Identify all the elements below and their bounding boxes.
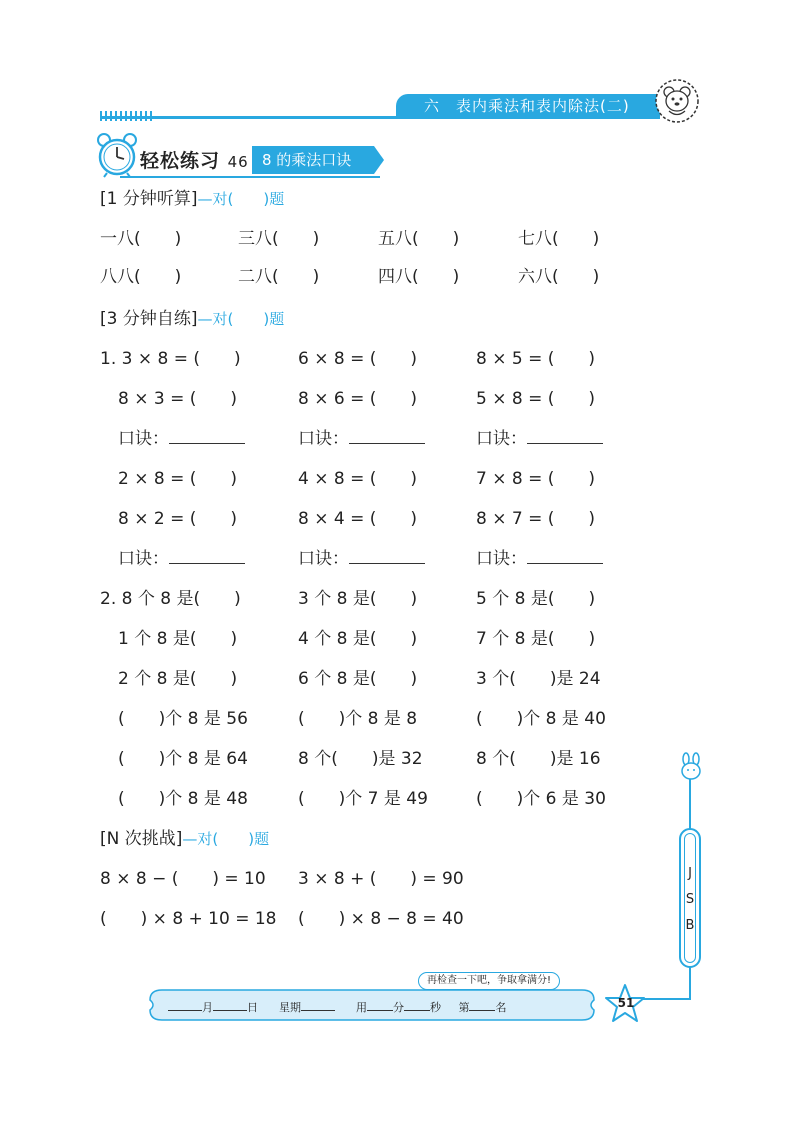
section-challenge-label: [N 次挑战] [100,829,183,849]
month-label: 月 [202,1001,213,1014]
challenge-item: ( ) × 8 − 8 = 40 [298,909,464,929]
weekday-blank[interactable] [301,1001,335,1011]
q2-item: 3 个( )是 24 [476,669,601,689]
listen-item: 四八( ) [378,267,460,287]
listen-item: 六八( ) [518,267,600,287]
footer-record [168,999,506,1015]
q1-item: 8 × 5 = ( ) [476,349,595,369]
page-number: 51 [617,996,635,1010]
exercise-title-text: 轻松练习 [140,150,221,172]
minute-blank[interactable] [367,1001,393,1011]
rank-blank[interactable] [469,1001,495,1011]
q1-item: 1. 3 × 8 = ( ) [100,349,241,369]
koujue-label: 口诀： [118,429,169,449]
q1-item: 7 × 8 = ( ) [476,469,595,489]
q2-item: 8 个( )是 16 [476,749,601,769]
q2-item: ( )个 6 是 30 [476,789,606,809]
q2-item: ( )个 8 是 64 [118,749,248,769]
bunny-icon [678,752,704,782]
challenge-item: 3 × 8 + ( ) = 90 [298,869,464,889]
answer-line[interactable] [169,428,245,444]
weekday-label: 星期 [278,1001,301,1014]
alarm-clock-icon [95,132,139,178]
q2-item: 2. 8 个 8 是( ) [100,589,241,609]
koujue-label: 口诀： [298,429,349,449]
koujue-blank [298,424,425,449]
title-underline [120,176,380,178]
challenge-item: 8 × 8 − ( ) = 10 [100,869,266,889]
answer-line[interactable] [349,428,425,444]
koujue-label: 口诀： [118,549,169,569]
section-challenge-heading [100,824,269,849]
q2-item: 7 个 8 是( ) [476,629,596,649]
exercise-title [140,146,249,173]
rank-prefix: 第 [458,1001,470,1014]
q1-item: 8 × 2 = ( ) [118,509,237,529]
listen-item: 五八( ) [378,229,460,249]
section-challenge-score: —对( )题 [182,830,270,848]
section-self-label: [3 分钟自练] [100,309,198,329]
section-listen-heading [100,184,284,209]
q2-item: ( )个 8 是 40 [476,709,606,729]
rank-suffix: 名 [495,1001,507,1014]
koujue-label: 口诀： [298,549,349,569]
second-label: 秒 [429,1001,441,1014]
answer-line[interactable] [169,548,245,564]
bear-icon [654,78,700,124]
day-blank[interactable] [213,1001,247,1011]
listen-item: 二八( ) [238,267,320,287]
listen-item: 一八( ) [100,229,182,249]
listen-item: 七八( ) [518,229,600,249]
koujue-label: 口诀： [476,549,527,569]
answer-line[interactable] [349,548,425,564]
q2-item: ( )个 8 是 56 [118,709,248,729]
answer-line[interactable] [527,428,603,444]
q2-item: ( )个 8 是 8 [298,709,418,729]
q1-item: 8 × 4 = ( ) [298,509,417,529]
section-listen-score: —对( )题 [197,190,285,208]
chapter-title: 六 表内乘法和表内除法(二) [396,94,660,118]
q1-item: 5 × 8 = ( ) [476,389,595,409]
koujue-blank [476,424,603,449]
q2-item: 6 个 8 是( ) [298,669,418,689]
q2-item: 4 个 8 是( ) [298,629,418,649]
q2-item: 5 个 8 是( ) [476,589,596,609]
exercise-topic-tag: 8 的乘法口诀 [252,146,374,174]
series-letter: B [685,918,695,933]
q2-item: 1 个 8 是( ) [118,629,238,649]
exercise-number: 46 [227,153,249,171]
section-listen-label: [1 分钟听算] [100,189,198,209]
listen-item: 三八( ) [238,229,320,249]
q2-item: ( )个 8 是 48 [118,789,248,809]
q2-item: 2 个 8 是( ) [118,669,238,689]
q2-item: 3 个 8 是( ) [298,589,418,609]
section-self-score: —对( )题 [197,310,285,328]
series-letter: S [685,892,695,907]
footer-tip: 再检查一下吧，争取拿满分! [418,972,560,990]
q1-item: 8 × 6 = ( ) [298,389,417,409]
q2-item: ( )个 7 是 49 [298,789,428,809]
series-letter: J [688,866,692,881]
q1-item: 8 × 7 = ( ) [476,509,595,529]
series-badge [679,828,701,968]
koujue-blank [118,544,245,569]
month-blank[interactable] [168,1001,202,1011]
q2-item: 8 个( )是 32 [298,749,423,769]
answer-line[interactable] [527,548,603,564]
koujue-label: 口诀： [476,429,527,449]
used-label: 用 [355,1001,367,1014]
koujue-blank [476,544,603,569]
side-ribbon-foot [640,998,691,1000]
q1-item: 8 × 3 = ( ) [118,389,237,409]
koujue-blank [118,424,245,449]
koujue-blank [298,544,425,569]
q1-item: 4 × 8 = ( ) [298,469,417,489]
second-blank[interactable] [404,1001,430,1011]
q1-item: 6 × 8 = ( ) [298,349,417,369]
listen-item: 八八( ) [100,267,182,287]
q1-item: 2 × 8 = ( ) [118,469,237,489]
minute-label: 分 [392,1001,404,1014]
section-self-heading [100,304,284,329]
challenge-item: ( ) × 8 + 10 = 18 [100,909,277,929]
day-label: 日 [247,1001,258,1014]
